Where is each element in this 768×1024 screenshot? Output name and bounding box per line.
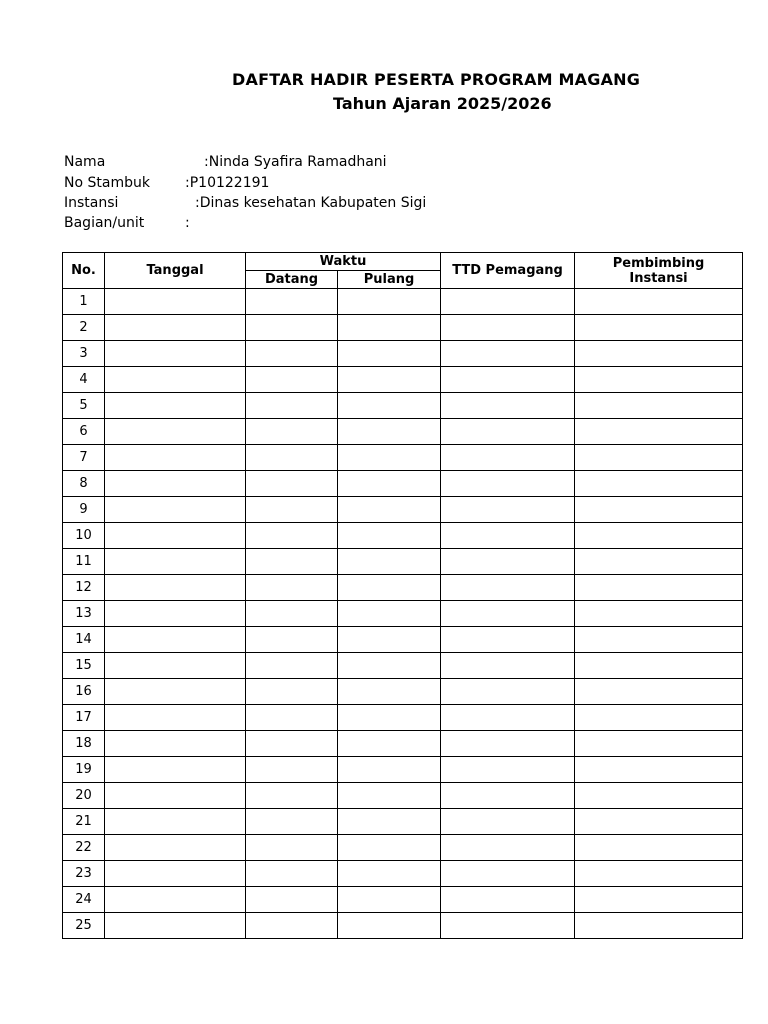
cell-datang[interactable] bbox=[246, 627, 338, 653]
table-row bbox=[63, 393, 743, 419]
cell-tanggal[interactable] bbox=[105, 653, 246, 679]
cell-no: 18 bbox=[63, 731, 105, 757]
cell-pembimbing[interactable] bbox=[575, 705, 743, 731]
cell-pembimbing[interactable] bbox=[575, 367, 743, 393]
cell-pembimbing[interactable] bbox=[575, 887, 743, 913]
cell-pulang[interactable] bbox=[338, 523, 441, 549]
table-row bbox=[63, 627, 743, 653]
cell-tanggal[interactable] bbox=[105, 523, 246, 549]
cell-tanggal[interactable] bbox=[105, 835, 246, 861]
cell-ttd-pemagang[interactable] bbox=[441, 705, 575, 731]
table-row bbox=[63, 549, 743, 575]
cell-no: 3 bbox=[63, 341, 105, 367]
table-row bbox=[63, 653, 743, 679]
cell-pembimbing[interactable] bbox=[575, 783, 743, 809]
cell-pembimbing[interactable] bbox=[575, 601, 743, 627]
cell-pulang[interactable] bbox=[338, 575, 441, 601]
cell-tanggal[interactable] bbox=[105, 861, 246, 887]
attendance-table bbox=[62, 252, 743, 939]
table-row bbox=[63, 419, 743, 445]
cell-tanggal[interactable] bbox=[105, 419, 246, 445]
header-pembimbing-line2: Instansi bbox=[629, 270, 688, 286]
document-subtitle: Tahun Ajaran 2025/2026 bbox=[333, 94, 552, 113]
cell-pulang[interactable] bbox=[338, 835, 441, 861]
cell-no: 12 bbox=[63, 575, 105, 601]
cell-ttd-pemagang[interactable] bbox=[441, 783, 575, 809]
cell-datang[interactable] bbox=[246, 289, 338, 315]
table-row bbox=[63, 757, 743, 783]
cell-no: 15 bbox=[63, 653, 105, 679]
cell-no: 24 bbox=[63, 887, 105, 913]
cell-no: 21 bbox=[63, 809, 105, 835]
cell-pembimbing[interactable] bbox=[575, 549, 743, 575]
cell-tanggal[interactable] bbox=[105, 601, 246, 627]
cell-pulang[interactable] bbox=[338, 497, 441, 523]
cell-pembimbing[interactable] bbox=[575, 653, 743, 679]
cell-pembimbing[interactable] bbox=[575, 393, 743, 419]
cell-datang[interactable] bbox=[246, 575, 338, 601]
table-row bbox=[63, 601, 743, 627]
cell-datang[interactable] bbox=[246, 705, 338, 731]
cell-pembimbing[interactable] bbox=[575, 627, 743, 653]
table-row bbox=[63, 835, 743, 861]
cell-no: 13 bbox=[63, 601, 105, 627]
cell-datang[interactable] bbox=[246, 523, 338, 549]
instansi-label: Instansi bbox=[64, 195, 119, 211]
table-row bbox=[63, 523, 743, 549]
cell-pulang[interactable] bbox=[338, 731, 441, 757]
cell-datang[interactable] bbox=[246, 783, 338, 809]
cell-ttd-pemagang[interactable] bbox=[441, 445, 575, 471]
attendance-table-body bbox=[63, 289, 743, 939]
cell-no: 5 bbox=[63, 393, 105, 419]
cell-datang[interactable] bbox=[246, 913, 338, 939]
cell-datang[interactable] bbox=[246, 757, 338, 783]
table-row bbox=[63, 315, 743, 341]
table-row bbox=[63, 679, 743, 705]
cell-tanggal[interactable] bbox=[105, 497, 246, 523]
cell-no: 4 bbox=[63, 367, 105, 393]
stambuk-value: :P10122191 bbox=[185, 175, 270, 191]
cell-tanggal[interactable] bbox=[105, 367, 246, 393]
cell-datang[interactable] bbox=[246, 497, 338, 523]
cell-ttd-pemagang[interactable] bbox=[441, 497, 575, 523]
header-datang: Datang bbox=[246, 271, 338, 289]
cell-no: 14 bbox=[63, 627, 105, 653]
cell-pembimbing[interactable] bbox=[575, 679, 743, 705]
cell-pembimbing[interactable] bbox=[575, 757, 743, 783]
table-row bbox=[63, 913, 743, 939]
cell-tanggal[interactable] bbox=[105, 783, 246, 809]
cell-datang[interactable] bbox=[246, 809, 338, 835]
nama-value: :Ninda Syafira Ramadhani bbox=[204, 154, 387, 170]
cell-no: 22 bbox=[63, 835, 105, 861]
cell-no: 20 bbox=[63, 783, 105, 809]
cell-no: 6 bbox=[63, 419, 105, 445]
cell-pulang[interactable] bbox=[338, 783, 441, 809]
cell-ttd-pemagang[interactable] bbox=[441, 679, 575, 705]
bagian-value: : bbox=[185, 215, 190, 231]
cell-tanggal[interactable] bbox=[105, 393, 246, 419]
cell-datang[interactable] bbox=[246, 445, 338, 471]
cell-pulang[interactable] bbox=[338, 887, 441, 913]
cell-tanggal[interactable] bbox=[105, 705, 246, 731]
cell-pembimbing[interactable] bbox=[575, 731, 743, 757]
cell-pembimbing[interactable] bbox=[575, 861, 743, 887]
cell-tanggal[interactable] bbox=[105, 445, 246, 471]
cell-pulang[interactable] bbox=[338, 445, 441, 471]
stambuk-label: No Stambuk bbox=[64, 175, 150, 191]
cell-datang[interactable] bbox=[246, 315, 338, 341]
cell-ttd-pemagang[interactable] bbox=[441, 809, 575, 835]
cell-ttd-pemagang[interactable] bbox=[441, 549, 575, 575]
cell-datang[interactable] bbox=[246, 887, 338, 913]
header-pembimbing-line1: Pembimbing bbox=[612, 255, 705, 271]
cell-datang[interactable] bbox=[246, 393, 338, 419]
cell-pulang[interactable] bbox=[338, 289, 441, 315]
cell-pulang[interactable] bbox=[338, 809, 441, 835]
table-row bbox=[63, 367, 743, 393]
cell-tanggal[interactable] bbox=[105, 315, 246, 341]
cell-pembimbing[interactable] bbox=[575, 419, 743, 445]
cell-ttd-pemagang[interactable] bbox=[441, 653, 575, 679]
table-row bbox=[63, 341, 743, 367]
table-row bbox=[63, 783, 743, 809]
cell-ttd-pemagang[interactable] bbox=[441, 861, 575, 887]
table-row bbox=[63, 445, 743, 471]
cell-no: 7 bbox=[63, 445, 105, 471]
cell-tanggal[interactable] bbox=[105, 731, 246, 757]
cell-datang[interactable] bbox=[246, 731, 338, 757]
cell-pulang[interactable] bbox=[338, 341, 441, 367]
cell-ttd-pemagang[interactable] bbox=[441, 627, 575, 653]
cell-tanggal[interactable] bbox=[105, 549, 246, 575]
instansi-value: :Dinas kesehatan Kabupaten Sigi bbox=[195, 195, 427, 211]
cell-datang[interactable] bbox=[246, 653, 338, 679]
cell-ttd-pemagang[interactable] bbox=[441, 419, 575, 445]
cell-tanggal[interactable] bbox=[105, 471, 246, 497]
cell-ttd-pemagang[interactable] bbox=[441, 575, 575, 601]
cell-no: 2 bbox=[63, 315, 105, 341]
cell-pulang[interactable] bbox=[338, 627, 441, 653]
cell-tanggal[interactable] bbox=[105, 627, 246, 653]
cell-pembimbing[interactable] bbox=[575, 835, 743, 861]
cell-ttd-pemagang[interactable] bbox=[441, 471, 575, 497]
table-row bbox=[63, 809, 743, 835]
cell-ttd-pemagang[interactable] bbox=[441, 341, 575, 367]
cell-tanggal[interactable] bbox=[105, 757, 246, 783]
cell-pembimbing[interactable] bbox=[575, 341, 743, 367]
cell-no: 1 bbox=[63, 289, 105, 315]
nama-label: Nama bbox=[64, 154, 106, 170]
cell-no: 19 bbox=[63, 757, 105, 783]
cell-pembimbing[interactable] bbox=[575, 575, 743, 601]
cell-no: 8 bbox=[63, 471, 105, 497]
cell-ttd-pemagang[interactable] bbox=[441, 601, 575, 627]
cell-ttd-pemagang[interactable] bbox=[441, 523, 575, 549]
cell-pembimbing[interactable] bbox=[575, 445, 743, 471]
cell-ttd-pemagang[interactable] bbox=[441, 289, 575, 315]
bagian-label: Bagian/unit bbox=[64, 215, 145, 231]
cell-pulang[interactable] bbox=[338, 549, 441, 575]
cell-datang[interactable] bbox=[246, 835, 338, 861]
cell-datang[interactable] bbox=[246, 419, 338, 445]
cell-ttd-pemagang[interactable] bbox=[441, 757, 575, 783]
header-pembimbing-instansi bbox=[575, 253, 743, 289]
cell-ttd-pemagang[interactable] bbox=[441, 393, 575, 419]
cell-ttd-pemagang[interactable] bbox=[441, 367, 575, 393]
table-row bbox=[63, 731, 743, 757]
cell-datang[interactable] bbox=[246, 601, 338, 627]
cell-ttd-pemagang[interactable] bbox=[441, 835, 575, 861]
cell-datang[interactable] bbox=[246, 367, 338, 393]
header-no: No. bbox=[63, 253, 105, 289]
cell-datang[interactable] bbox=[246, 471, 338, 497]
cell-datang[interactable] bbox=[246, 861, 338, 887]
cell-ttd-pemagang[interactable] bbox=[441, 887, 575, 913]
cell-pulang[interactable] bbox=[338, 913, 441, 939]
cell-pembimbing[interactable] bbox=[575, 523, 743, 549]
cell-ttd-pemagang[interactable] bbox=[441, 731, 575, 757]
cell-pulang[interactable] bbox=[338, 393, 441, 419]
cell-tanggal[interactable] bbox=[105, 341, 246, 367]
table-row bbox=[63, 471, 743, 497]
cell-datang[interactable] bbox=[246, 679, 338, 705]
cell-pembimbing[interactable] bbox=[575, 471, 743, 497]
table-row bbox=[63, 575, 743, 601]
cell-pembimbing[interactable] bbox=[575, 913, 743, 939]
cell-no: 16 bbox=[63, 679, 105, 705]
cell-tanggal[interactable] bbox=[105, 575, 246, 601]
cell-pulang[interactable] bbox=[338, 757, 441, 783]
cell-pulang[interactable] bbox=[338, 705, 441, 731]
header-pulang: Pulang bbox=[338, 271, 441, 289]
table-row bbox=[63, 705, 743, 731]
cell-pulang[interactable] bbox=[338, 861, 441, 887]
cell-datang[interactable] bbox=[246, 341, 338, 367]
cell-tanggal[interactable] bbox=[105, 289, 246, 315]
cell-pulang[interactable] bbox=[338, 419, 441, 445]
cell-ttd-pemagang[interactable] bbox=[441, 315, 575, 341]
table-row bbox=[63, 289, 743, 315]
cell-tanggal[interactable] bbox=[105, 679, 246, 705]
cell-no: 17 bbox=[63, 705, 105, 731]
cell-no: 23 bbox=[63, 861, 105, 887]
cell-no: 10 bbox=[63, 523, 105, 549]
cell-pembimbing[interactable] bbox=[575, 315, 743, 341]
cell-pembimbing[interactable] bbox=[575, 497, 743, 523]
cell-pulang[interactable] bbox=[338, 315, 441, 341]
table-row bbox=[63, 887, 743, 913]
document-title: DAFTAR HADIR PESERTA PROGRAM MAGANG bbox=[232, 70, 641, 89]
header-tanggal: Tanggal bbox=[105, 253, 246, 289]
cell-pembimbing[interactable] bbox=[575, 809, 743, 835]
cell-tanggal[interactable] bbox=[105, 887, 246, 913]
cell-no: 11 bbox=[63, 549, 105, 575]
table-row bbox=[63, 497, 743, 523]
cell-tanggal[interactable] bbox=[105, 809, 246, 835]
cell-no: 25 bbox=[63, 913, 105, 939]
cell-pulang[interactable] bbox=[338, 653, 441, 679]
cell-pembimbing[interactable] bbox=[575, 289, 743, 315]
cell-pulang[interactable] bbox=[338, 471, 441, 497]
cell-datang[interactable] bbox=[246, 549, 338, 575]
cell-pulang[interactable] bbox=[338, 601, 441, 627]
header-waktu: Waktu bbox=[246, 253, 441, 271]
cell-pulang[interactable] bbox=[338, 679, 441, 705]
header-ttd-pemagang: TTD Pemagang bbox=[441, 253, 575, 289]
table-row bbox=[63, 861, 743, 887]
cell-tanggal[interactable] bbox=[105, 913, 246, 939]
cell-pulang[interactable] bbox=[338, 367, 441, 393]
cell-no: 9 bbox=[63, 497, 105, 523]
cell-ttd-pemagang[interactable] bbox=[441, 913, 575, 939]
